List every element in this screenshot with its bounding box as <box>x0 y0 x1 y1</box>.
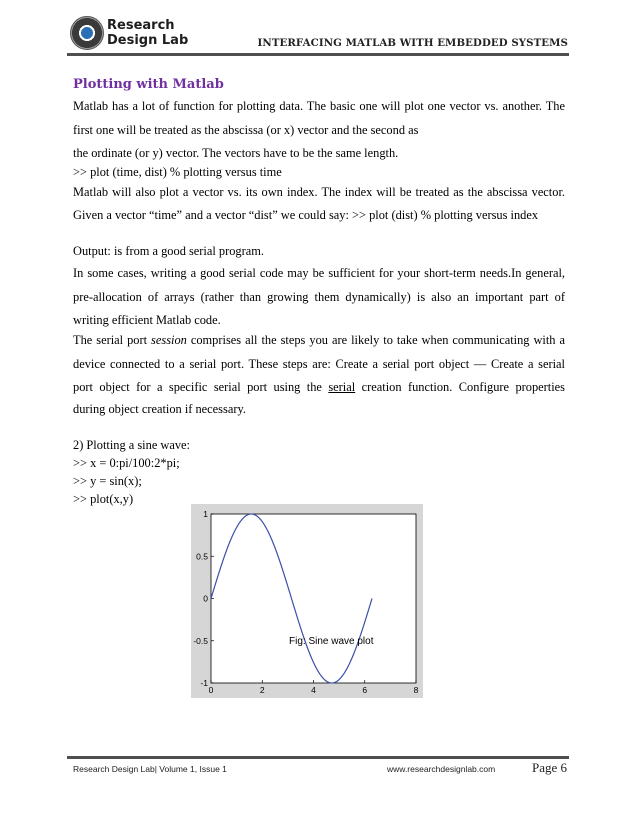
page-number: Page 6 <box>532 760 568 775</box>
x-tick-label: 0 <box>208 685 214 695</box>
paragraph-line: Matlab has a lot of function for plotting data. The basic one will plot one vector vs. another. The <box>73 99 565 113</box>
section-heading: Plotting with Matlab <box>73 77 224 92</box>
y-tick-label: -1 <box>200 678 208 688</box>
serial-text: The serial port <box>73 333 152 347</box>
plot-area <box>211 514 416 683</box>
paragraph-line: Matlab will also plot a vector vs. its own index. The index will be treated as the abscissa vector. <box>73 185 565 199</box>
sine-wave-figure <box>191 504 423 698</box>
header-divider <box>67 53 569 56</box>
logo-line-2: Design Lab <box>107 33 189 48</box>
paragraph-line: In some cases, writing a good serial code may be sufficient for your short-term needs.In general, <box>73 266 565 280</box>
code-line: >> plot (time, dist) % plotting versus time <box>73 165 282 179</box>
sine-wave-chart <box>191 504 423 698</box>
code-line: 2) Plotting a sine wave: <box>73 438 191 452</box>
x-tick-label: 6 <box>362 685 368 695</box>
paragraph-line: the ordinate (or y) vector. The vectors have to be the same length. <box>73 146 399 160</box>
session-italic: session <box>151 333 187 347</box>
serial-paragraph-line-3 <box>73 380 565 395</box>
serial-paragraph-line-4: during object creation if necessary. <box>73 402 246 416</box>
paragraph-line: first one will be treated as the abscissa (or x) vector and the second as <box>73 123 419 137</box>
serial-text: port object for a specific serial port using the <box>73 380 329 394</box>
y-tick-label: 1 <box>203 509 208 519</box>
x-tick-label: 8 <box>413 685 419 695</box>
paragraph-line: writing efficient Matlab code. <box>73 313 221 327</box>
serial-text: comprises all the steps you are likely to take when communicating with a <box>186 333 565 347</box>
serial-paragraph-line-2: device connected to a serial port. These steps are: Create a serial port object — Create a serial <box>73 357 565 371</box>
logo-line-1: Research <box>107 18 175 33</box>
figure-caption: Fig: Sine wave plot <box>289 636 374 647</box>
code-line: >> y = sin(x); <box>73 474 142 488</box>
x-tick-label: 4 <box>311 685 316 695</box>
code-line: >> plot(x,y) <box>73 492 134 506</box>
serial-paragraph-line-1 <box>73 333 565 348</box>
paragraph-line: Given a vector “time” and a vector “dist” we could say: >> plot (dist) % plotting versus index <box>73 208 539 222</box>
y-tick-label: 0 <box>203 593 208 604</box>
serial-function-link[interactable]: serial <box>328 380 356 394</box>
footer-publication: Research Design Lab| Volume 1, Issue 1 <box>73 764 227 774</box>
code-line: >> x = 0:pi/100:2*pi; <box>73 456 180 470</box>
footer-website-link[interactable]: www.researchdesignlab.com <box>387 764 496 774</box>
y-tick-label: 0.5 <box>196 551 208 562</box>
serial-text: creation function. Configure properties <box>355 380 565 394</box>
research-design-lab-logo <box>70 16 190 52</box>
logo-text <box>107 18 188 48</box>
y-tick-label: -0.5 <box>193 635 208 646</box>
footer-divider <box>67 756 569 759</box>
paragraph-line: pre-allocation of arrays (rather than growing them dynamically) is also an important part of <box>73 290 565 304</box>
x-tick-label: 2 <box>259 685 265 695</box>
header-title: INTERFACING MATLAB WITH EMBEDDED SYSTEMS <box>257 37 568 49</box>
logo-emblem-icon <box>70 16 104 50</box>
paragraph-line: Output: is from a good serial program. <box>73 244 264 258</box>
